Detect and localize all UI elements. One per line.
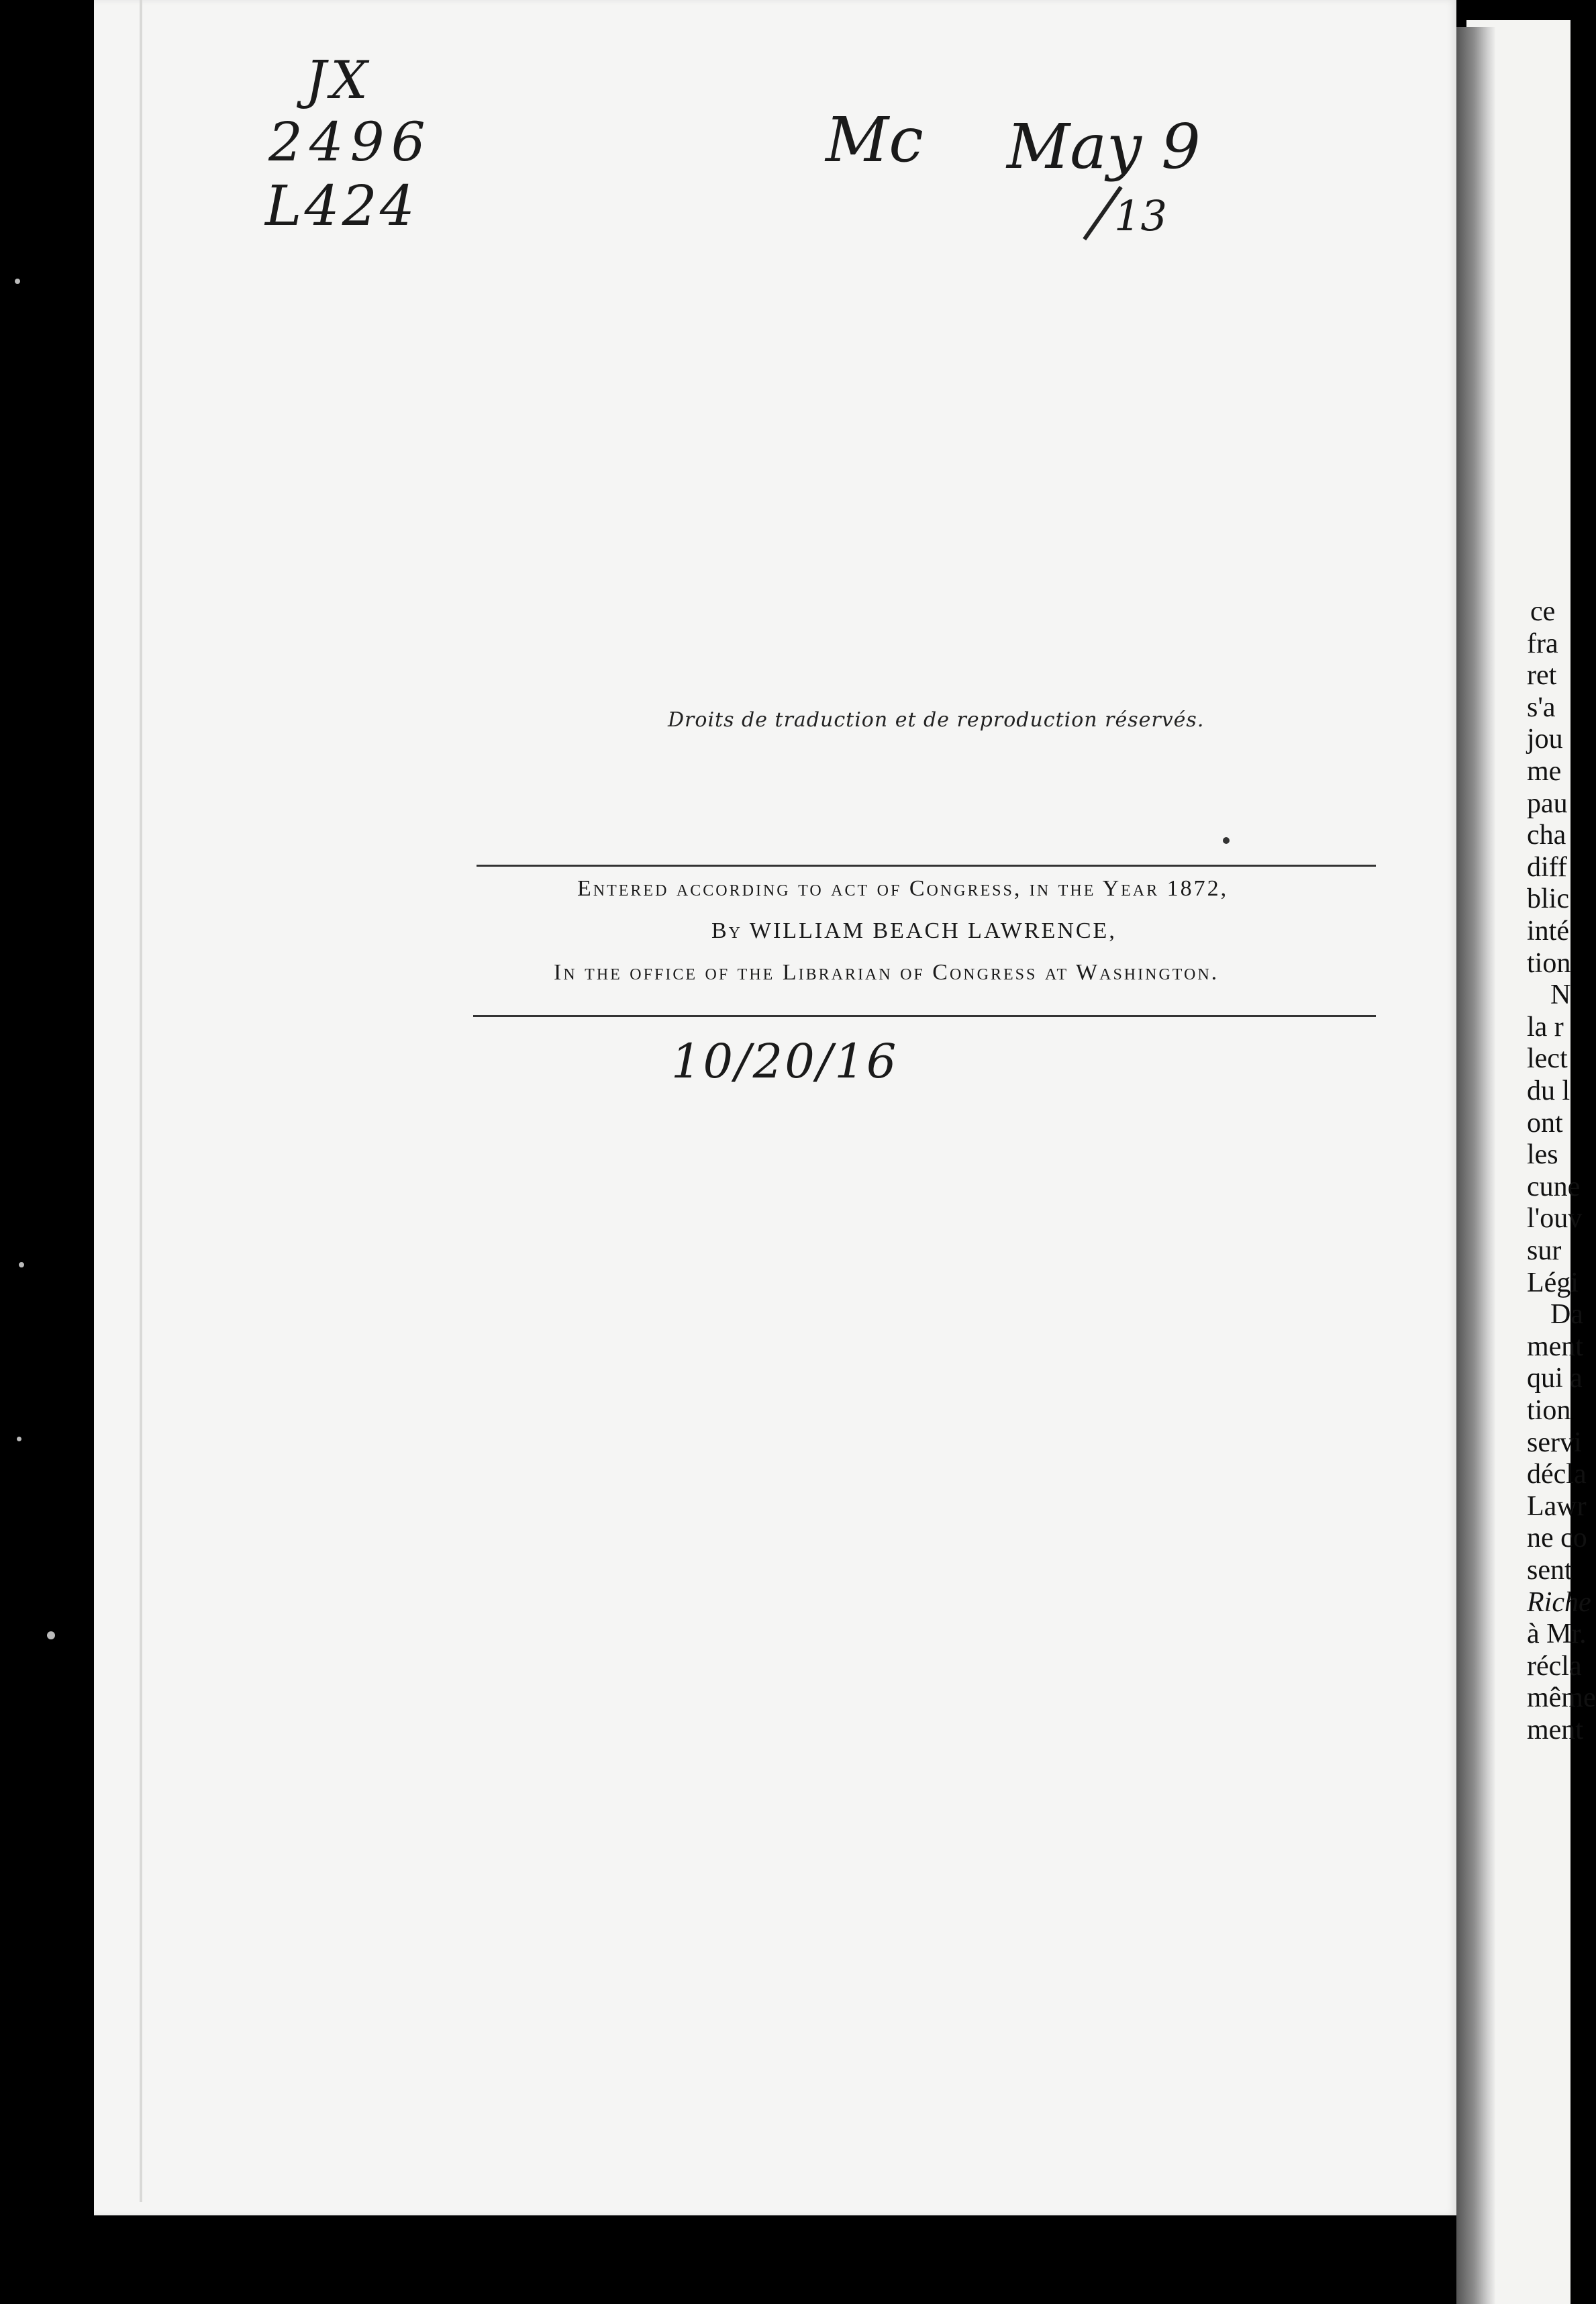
right-page-fragment: ne co [1527, 1523, 1587, 1554]
ink-dot [1223, 837, 1230, 844]
call-number-line2: 2496 [268, 111, 432, 173]
right-page-fragment: l'ouv [1527, 1203, 1583, 1235]
right-page-fragment: inté [1527, 916, 1569, 947]
right-page-fragment: la r [1527, 1011, 1564, 1043]
right-page-fragment: lect [1527, 1043, 1568, 1075]
handwritten-date: May 9 [1007, 111, 1201, 183]
right-page-fragment: blic [1527, 883, 1569, 915]
right-page-fragment: N [1550, 979, 1571, 1011]
right-page-fragment: servi [1527, 1427, 1582, 1458]
right-page-fragment: ont [1527, 1107, 1563, 1139]
right-page-fragment: même [1527, 1682, 1596, 1714]
copyright-line3: In the office of the Librarian of Congress at Washington. [554, 960, 1219, 985]
right-page-fragment: s'a [1527, 691, 1556, 723]
call-number-line3: L424 [265, 175, 417, 238]
left-page [94, 0, 1456, 2215]
right-page-fragment: ment [1527, 1331, 1583, 1362]
scan-speck [47, 1631, 55, 1639]
page-edge-line [140, 0, 142, 2202]
right-page-fragment: fra [1527, 628, 1558, 659]
right-page-fragment: Lawr [1527, 1490, 1587, 1522]
scan-speck [19, 1262, 24, 1267]
rule-bottom [473, 1015, 1376, 1017]
handwritten-year: 13 [1114, 191, 1167, 240]
right-page-fragment: qui a [1527, 1363, 1583, 1394]
right-page-fragment: tion [1527, 947, 1571, 979]
book-gutter [1456, 27, 1495, 2304]
right-page-fragment: du l [1527, 1075, 1570, 1106]
right-page-fragment: récla [1527, 1650, 1582, 1682]
right-page-fragment: Riche [1527, 1586, 1591, 1618]
right-page-fragment: ret [1527, 660, 1557, 691]
copyright-line2: By WILLIAM BEACH LAWRENCE, [711, 918, 1117, 943]
right-page-fragment: jou [1527, 724, 1563, 755]
accession-date: 10/20/16 [671, 1034, 899, 1089]
right-page-fragment: cha [1527, 820, 1566, 851]
right-page-fragment: me [1527, 756, 1562, 787]
right-page-fragment: décla [1527, 1459, 1587, 1490]
copyright-line1: Entered according to act of Congress, in the Year 1872, [577, 876, 1229, 901]
right-page-fragment: diff [1527, 851, 1567, 883]
right-page-fragment: sur [1527, 1235, 1562, 1266]
right-page-fragment: cune [1527, 1171, 1581, 1202]
scan-speck [15, 279, 20, 284]
right-page-fragment: Da [1550, 1299, 1583, 1331]
call-number-line1: JX [305, 50, 372, 111]
right-page-fragment: ce [1530, 596, 1556, 627]
right-page-fragment: Légi [1527, 1267, 1579, 1298]
scan-speck [17, 1437, 21, 1441]
right-page-fragment: à Mr. [1527, 1619, 1587, 1650]
handwritten-initials: Mc [826, 104, 924, 176]
right-page-fragment: pau [1527, 787, 1568, 819]
right-page-fragment: les [1527, 1139, 1558, 1171]
right-page-fragment: tion [1527, 1395, 1571, 1426]
rule-top [477, 865, 1376, 867]
right-page-fragment: sent [1527, 1555, 1573, 1586]
right-page-fragment: ment [1527, 1715, 1583, 1745]
rights-notice: Droits de traduction et de reproduction réservés. [668, 708, 1205, 732]
